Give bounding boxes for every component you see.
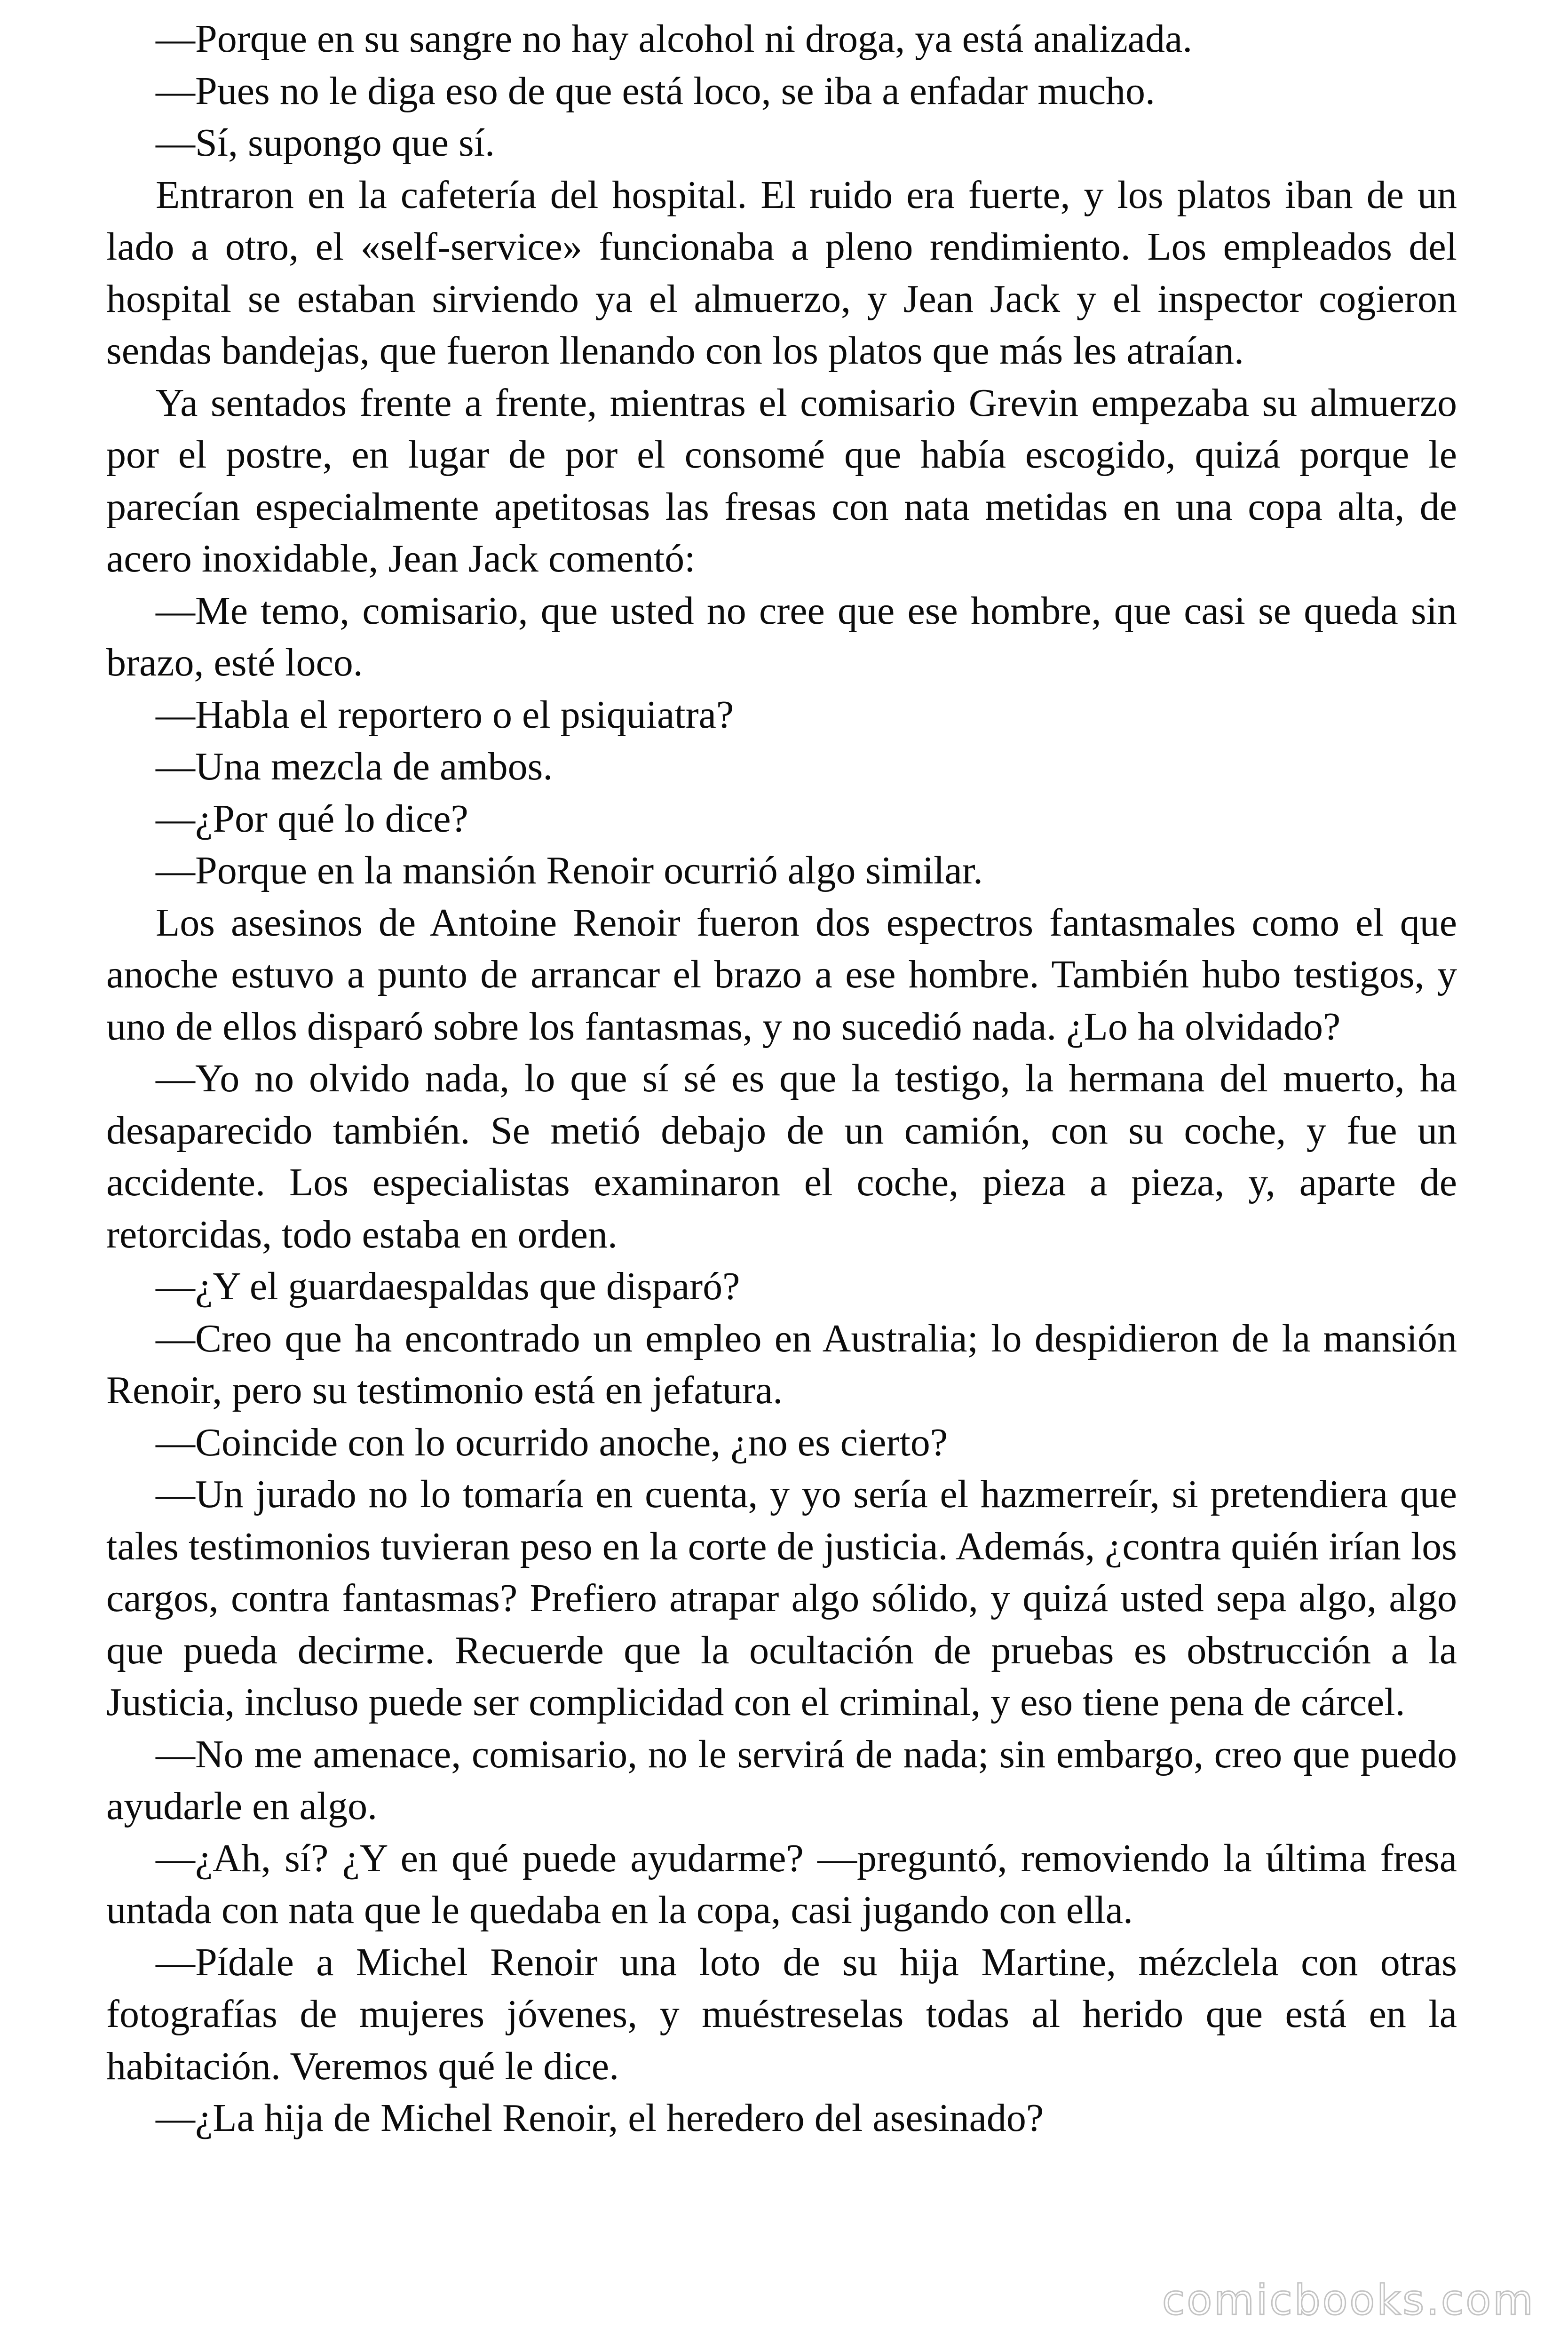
paragraph: —Pídale a Michel Renoir una loto de su hija Martine, mézclela con otras fotografías de mujeres jóvenes, y muéstreselas todas al herido que está en la habitación. Veremos qué le dice.: [106, 1940, 1457, 2088]
paragraph: —¿Por qué lo dice?: [156, 796, 468, 841]
paragraph: —Una mezcla de ambos.: [156, 745, 553, 788]
paragraph: —Porque en su sangre no hay alcohol ni droga, ya está analizada.: [156, 17, 1193, 61]
paragraph: —Porque en la mansión Renoir ocurrió algo similar.: [156, 849, 983, 892]
paragraph: —Sí, supongo que sí.: [156, 121, 495, 165]
paragraph: —Yo no olvido nada, lo que sí sé es que la testigo, la hermana del muerto, ha desaparecido también. Se metió debajo de un camión, con su coche, y fue un accidente. Los especialistas examinaron el coche, pieza a pieza, y, aparte de retorcidas, todo estaba en orden.: [106, 1057, 1457, 1256]
paragraph: —Me temo, comisario, que usted no cree que ese hombre, que casi se queda sin brazo, esté loco.: [106, 588, 1457, 684]
paragraph: —¿Ah, sí? ¿Y en qué puede ayudarme? —preguntó, removiendo la última fresa untada con nata que le quedaba en la copa, casi jugando con ella.: [106, 1836, 1457, 1932]
paragraph: Los asesinos de Antoine Renoir fueron dos espectros fantasmales como el que anoche estuvo a punto de arrancar el brazo a ese hombre. También hubo testigos, y uno de ellos disparó sobre los fantasmas, y no sucedió nada. ¿Lo ha olvidado?: [106, 900, 1457, 1049]
paragraph: Entraron en la cafetería del hospital. El ruido era fuerte, y los platos iban de un lado a otro, el «self-service» funcionaba a pleno rendimiento. Los empleados del hospital se estaban sirviendo ya el almuerzo, y Jean Jack y el inspector cogieron sendas bandejas, que fueron llenando con los platos que más les atraían.: [106, 173, 1457, 373]
paragraph: —¿Y el guardaespaldas que disparó?: [156, 1264, 740, 1308]
text-column: [106, 13, 1457, 2145]
paragraph: —Creo que ha encontrado un empleo en Australia; lo despidieron de la mansión Renoir, pero su testimonio está en jefatura.: [106, 1316, 1457, 1412]
paragraph: Ya sentados frente a frente, mientras el comisario Grevin empezaba su almuerzo por el postre, en lugar de por el consomé que había escogido, quizá porque le parecían especialmente apetitosas las fresas con nata metidas en una copa alta, de acero inoxidable, Jean Jack comentó:: [106, 381, 1457, 580]
paragraph: —Pues no le diga eso de que está loco, se iba a enfadar mucho.: [156, 69, 1155, 113]
paragraph: —¿La hija de Michel Renoir, el heredero del asesinado?: [156, 2096, 1044, 2140]
paragraph: —No me amenace, comisario, no le servirá de nada; sin embargo, creo que puedo ayudarle en algo.: [106, 1732, 1457, 1828]
paragraph: —Coincide con lo ocurrido anoche, ¿no es cierto?: [156, 1420, 948, 1464]
paragraph: —Un jurado no lo tomaría en cuenta, y yo sería el hazmerreír, si pretendiera que tales testimonios tuvieran peso en la corte de justicia. Además, ¿contra quién irían los cargos, contra fantasmas? Prefiero atrapar algo sólido, y quizá usted sepa algo, algo que pueda decirme. Recuerde que la ocultación de pruebas es obstrucción a la Justicia, incluso puede ser complicidad con el criminal, y eso tiene pena de cárcel.: [106, 1472, 1457, 1724]
paragraph: —Habla el reportero o el psiquiatra?: [156, 692, 734, 737]
watermark: comicbooks.com: [1162, 2276, 1535, 2324]
